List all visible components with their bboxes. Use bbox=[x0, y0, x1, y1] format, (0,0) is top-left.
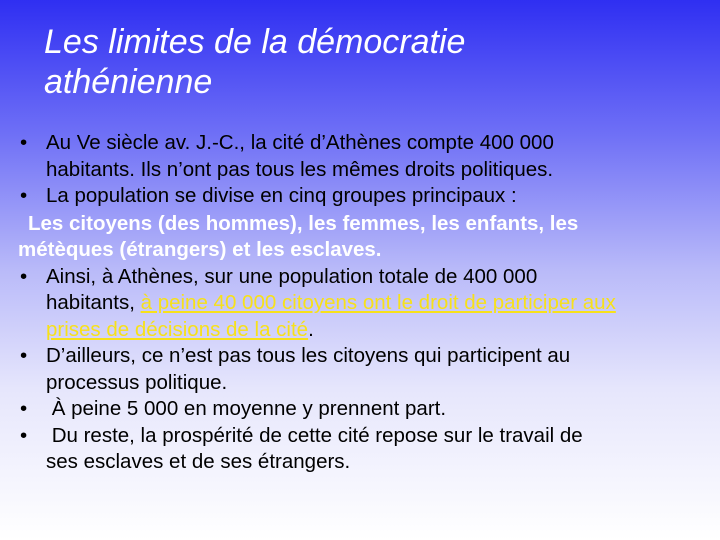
slide-title-line-2: athénienne bbox=[44, 63, 213, 101]
bullet-item-5000 bbox=[18, 396, 716, 423]
slide-body bbox=[18, 130, 716, 476]
highlight-text-line: métèques (étrangers) et les esclaves. bbox=[18, 238, 382, 261]
bullet-dot: • bbox=[20, 131, 28, 154]
bullet-text-line: Du reste, la prospérité de cette cité repose sur le travail de bbox=[46, 423, 583, 447]
bullet-item-prosperity bbox=[18, 423, 716, 476]
highlight-groups-list bbox=[18, 211, 716, 264]
bullet-text-line bbox=[46, 317, 716, 344]
bullet-item-citizens bbox=[18, 264, 716, 344]
slide-title bbox=[44, 22, 684, 102]
citizens-rights-link-continued[interactable]: prises de décisions de la cité bbox=[46, 317, 309, 341]
bullet-item-groups bbox=[18, 183, 716, 210]
bullet-dot: • bbox=[20, 344, 28, 367]
bullet-item-participation bbox=[18, 343, 716, 396]
bullet-text-line: processus politique. bbox=[46, 370, 228, 394]
bullet-dot: • bbox=[20, 184, 28, 207]
bullet-text-line: habitants. Ils n’ont pas tous les mêmes droits politiques. bbox=[46, 157, 554, 181]
bullet-text-segment: habitants, bbox=[46, 291, 141, 314]
bullet-text-line: À peine 5 000 en moyenne y prennent part. bbox=[46, 397, 447, 420]
highlight-text-line: Les citoyens (des hommes), les femmes, les enfants, les bbox=[28, 211, 579, 235]
bullet-text-line bbox=[46, 290, 716, 317]
bullet-item-population bbox=[18, 130, 716, 183]
slide-title-line-1: Les limites de la démocratie bbox=[44, 23, 466, 61]
bullet-text-line: D’ailleurs, ce n’est pas tous les citoyens qui participent au bbox=[46, 344, 571, 367]
citizens-rights-link[interactable]: à peine 40 000 citoyens ont le droit de participer aux bbox=[140, 291, 616, 314]
bullet-text-line: ses esclaves et de ses étrangers. bbox=[46, 450, 351, 473]
bullet-text-line: Au Ve siècle av. J.-C., la cité d’Athènes compte 400 000 bbox=[46, 131, 554, 154]
bullet-dot: • bbox=[20, 264, 28, 288]
bullet-text-line: Ainsi, à Athènes, sur une population totale de 400 000 bbox=[46, 264, 538, 288]
bullet-text-segment: . bbox=[308, 317, 314, 341]
bullet-dot: • bbox=[20, 423, 28, 447]
bullet-text-line: La population se divise en cinq groupes principaux : bbox=[46, 184, 517, 207]
bullet-dot: • bbox=[20, 397, 28, 420]
